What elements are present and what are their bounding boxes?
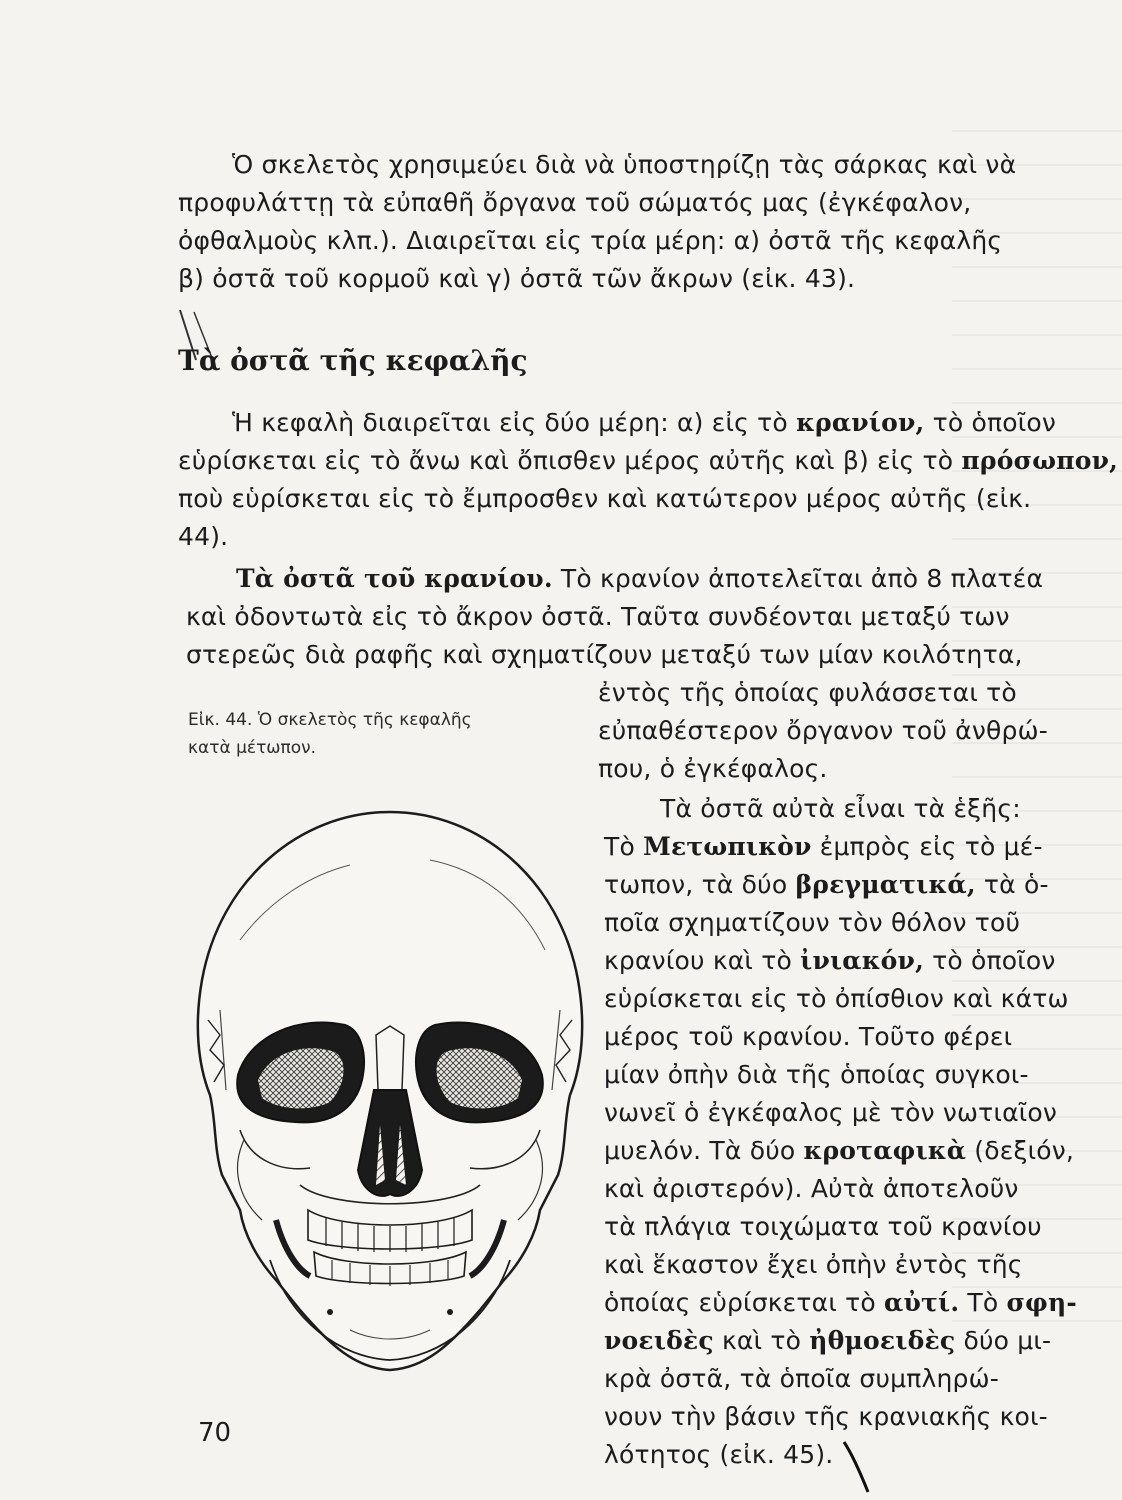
bones-line-9: νωνεῖ ὁ ἐγκέφαλος μὲ τὸν νωτιαῖον bbox=[604, 1098, 1058, 1127]
head-paragraph-line-3: ποὺ εὑρίσκεται εἰς τὸ ἔμπροσθεν καὶ κατώτερον μέρος αὐτῆς (εἰκ. bbox=[178, 484, 1032, 513]
figure-caption-line-2: κατὰ μέτωπον. bbox=[188, 738, 317, 758]
bones-line-3: τωπον, τὰ δύο βρεγματικά, τὰ ὁ- bbox=[604, 870, 1049, 899]
bones-line-13: καὶ ἕκαστον ἔχει ὀπὴν ἐντὸς τῆς bbox=[604, 1250, 1023, 1279]
bones-line-2: Τὸ Μετωπικὸν ἐμπρὸς εἰς τὸ μέ- bbox=[604, 832, 1043, 861]
bones-line-14: ὁποίας εὑρίσκεται τὸ αὐτί. Τὸ σφη- bbox=[604, 1288, 1077, 1317]
section-heading: Τὰ ὀστᾶ τῆς κεφαλῆς bbox=[178, 344, 528, 377]
term-auti: αὐτί. bbox=[884, 1288, 960, 1317]
page-number: 70 bbox=[198, 1418, 232, 1448]
bones-line-10: μυελόν. Τὰ δύο κροταφικὰ (δεξιόν, bbox=[604, 1136, 1075, 1165]
term-sfinoeides-end: νοειδὲς bbox=[604, 1326, 714, 1355]
term-ithmoeides: ἠθμοειδὲς bbox=[809, 1326, 956, 1355]
bones-line-16: κρὰ ὀστᾶ, τὰ ὁποῖα συμπληρώ- bbox=[604, 1364, 999, 1393]
head-paragraph-line-4: 44). bbox=[178, 522, 229, 551]
cranium-title: Τὰ ὀστᾶ τοῦ κρανίου. bbox=[236, 564, 553, 593]
term-iniakon: ἰνιακόν, bbox=[800, 946, 924, 975]
cranium-line-1: Τὰ ὀστᾶ τοῦ κρανίου. Τὸ κρανίον ἀποτελεῖται ἀπὸ 8 πλατέα bbox=[236, 564, 1044, 593]
intro-line-3: ὀφθαλμοὺς κλπ.). Διαιρεῖται εἰς τρία μέρη: α) ὀστᾶ τῆς κεφαλῆς bbox=[178, 226, 1003, 255]
bones-line-17: νουν τὴν βάσιν τῆς κρανιακῆς κοι- bbox=[604, 1402, 1048, 1431]
head-paragraph-line-2: εὑρίσκεται εἰς τὸ ἄνω καὶ ὄπισθεν μέρος αὐτῆς καὶ β) εἰς τὸ πρόσωπον, bbox=[178, 446, 1119, 475]
term-prosopon: πρόσωπον, bbox=[961, 446, 1119, 475]
head-paragraph-line-1: Ἡ κεφαλὴ διαιρεῖται εἰς δύο μέρη: α) εἰς τὸ κρανίον, τὸ ὁποῖον bbox=[232, 408, 1057, 437]
cranium-line-3: στερεῶς διὰ ραφῆς καὶ σχηματίζουν μεταξύ των μίαν κοιλότητα, bbox=[186, 640, 1023, 669]
bones-line-7: μέρος τοῦ κρανίου. Τοῦτο φέρει bbox=[604, 1022, 1013, 1051]
cranium-line-2: καὶ ὀδοντωτὰ εἰς τὸ ἄκρον ὀστᾶ. Ταῦτα συνδέονται μεταξύ των bbox=[186, 602, 1010, 631]
term-sfinoeides-start: σφη- bbox=[1006, 1288, 1077, 1317]
bones-line-15: νοειδὲς καὶ τὸ ἠθμοειδὲς δύο μι- bbox=[604, 1326, 1052, 1355]
bones-line-6: εὑρίσκεται εἰς τὸ ὀπίσθιον καὶ κάτω bbox=[604, 984, 1069, 1013]
pen-mark-bottom-right bbox=[838, 1438, 878, 1496]
cranium-line-6: που, ὁ ἐγκέφαλος. bbox=[598, 754, 828, 783]
bones-line-1: Τὰ ὀστᾶ αὐτὰ εἶναι τὰ ἑξῆς: bbox=[660, 794, 1021, 823]
intro-line-1: Ὁ σκελετὸς χρησιμεύει διὰ νὰ ὑποστηρίζῃ τὰς σάρκας καὶ νὰ bbox=[232, 150, 1017, 179]
skull-illustration bbox=[180, 790, 600, 1390]
term-bregmatika: βρεγματικά, bbox=[795, 870, 976, 899]
cranium-line-5: εὐπαθέστερον ὄργανον τοῦ ἀνθρώ- bbox=[598, 716, 1048, 745]
term-kranion: κρανίον, bbox=[796, 408, 925, 437]
term-krotafika: κροταφικὰ bbox=[803, 1136, 967, 1165]
term-metopikon: Μετωπικὸν bbox=[643, 832, 812, 861]
intro-line-4: β) ὀστᾶ τοῦ κορμοῦ καὶ γ) ὀστᾶ τῶν ἄκρων (εἰκ. 43). bbox=[178, 264, 856, 293]
bones-line-8: μίαν ὀπὴν διὰ τῆς ὁποίας συγκοι- bbox=[604, 1060, 1029, 1089]
figure-caption-line-1: Εἰκ. 44. Ὁ σκελετὸς τῆς κεφαλῆς bbox=[188, 710, 472, 730]
bones-line-11: καὶ ἀριστερόν). Αὐτὰ ἀποτελοῦν bbox=[604, 1174, 1019, 1203]
intro-line-2: προφυλάττῃ τὰ εὐπαθῆ ὄργανα τοῦ σώματός μας (ἐγκέφαλον, bbox=[178, 188, 972, 217]
bones-line-4: ποῖα σχηματίζουν τὸν θόλον τοῦ bbox=[604, 908, 1021, 937]
cranium-line-4: ἐντὸς τῆς ὁποίας φυλάσσεται τὸ bbox=[598, 678, 1017, 707]
bones-line-5: κρανίου καὶ τὸ ἰνιακόν, τὸ ὁποῖον bbox=[604, 946, 1056, 975]
bones-line-18: λότητος (εἰκ. 45). bbox=[604, 1440, 834, 1469]
bones-line-12: τὰ πλάγια τοιχώματα τοῦ κρανίου bbox=[604, 1212, 1042, 1241]
